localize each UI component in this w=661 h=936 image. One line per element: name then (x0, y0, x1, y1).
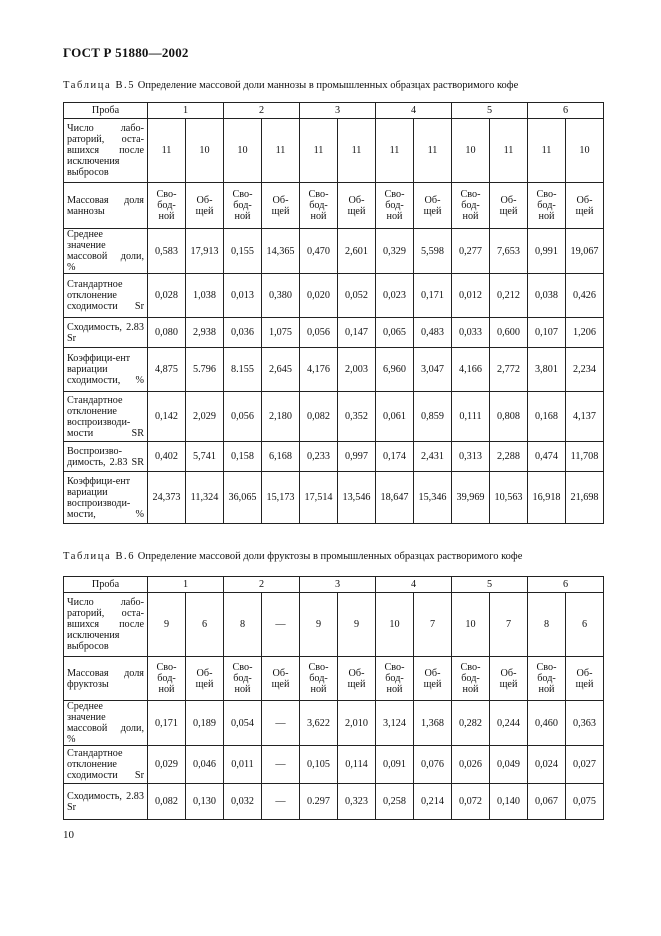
value-cell: 0,140 (490, 784, 528, 820)
value-cell: 0,470 (300, 229, 338, 274)
value-cell: Сво-бод-ной (376, 183, 414, 229)
probe-number-cell: 5 (452, 577, 528, 593)
table-header-row (64, 577, 604, 593)
value-cell: 0,067 (528, 784, 566, 820)
table-row (64, 183, 604, 229)
value-cell: Об-щей (338, 183, 376, 229)
table-row (64, 472, 604, 524)
value-cell: 8.155 (224, 348, 262, 392)
value-cell: 10 (452, 593, 490, 657)
value-cell: 1,075 (262, 318, 300, 348)
value-cell: 0,997 (338, 442, 376, 472)
value-cell: 0,991 (528, 229, 566, 274)
probe-header-cell: Проба (64, 103, 148, 119)
value-cell: 2,431 (414, 442, 452, 472)
value-cell: 0,052 (338, 274, 376, 318)
table5-title: Определение массовой доли маннозы в промышленных образцах растворимого кофе (137, 80, 519, 91)
value-cell: 18,647 (376, 472, 414, 524)
value-cell: 5,598 (414, 229, 452, 274)
value-cell: 15,173 (262, 472, 300, 524)
value-cell: 0,142 (148, 392, 186, 442)
table-header-row (64, 103, 604, 119)
value-cell: Об-щей (338, 657, 376, 701)
value-cell: 0,474 (528, 442, 566, 472)
value-cell: 0,027 (566, 746, 604, 784)
value-cell: 3,622 (300, 701, 338, 746)
value-cell: 0,808 (490, 392, 528, 442)
value-cell: 7,653 (490, 229, 528, 274)
value-cell: 11 (148, 119, 186, 183)
value-cell: 0,313 (452, 442, 490, 472)
value-cell: 2,288 (490, 442, 528, 472)
value-cell: Сво-бод-ной (148, 183, 186, 229)
value-cell: 6,168 (262, 442, 300, 472)
value-cell: 0,026 (452, 746, 490, 784)
value-cell: 2,601 (338, 229, 376, 274)
value-cell: 3,801 (528, 348, 566, 392)
page-number: 10 (63, 829, 74, 841)
value-cell: 17,913 (186, 229, 224, 274)
probe-number-cell: 6 (528, 103, 604, 119)
value-cell: 0,583 (148, 229, 186, 274)
value-cell: 0,282 (452, 701, 490, 746)
value-cell: 0,076 (414, 746, 452, 784)
table-row (64, 348, 604, 392)
value-cell: Сво-бод-ной (224, 657, 262, 701)
table-row (64, 318, 604, 348)
value-cell: 2,938 (186, 318, 224, 348)
standard-header: ГОСТ Р 51880—2002 (63, 45, 189, 60)
value-cell: Об-щей (490, 183, 528, 229)
value-cell: Сво-бод-ной (148, 657, 186, 701)
value-cell: — (262, 784, 300, 820)
value-cell: 0,363 (566, 701, 604, 746)
value-cell: 0,011 (224, 746, 262, 784)
table-row (64, 593, 604, 657)
value-cell: 1,206 (566, 318, 604, 348)
value-cell: 11 (376, 119, 414, 183)
value-cell: 39,969 (452, 472, 490, 524)
value-cell: 0,107 (528, 318, 566, 348)
value-cell: 11 (490, 119, 528, 183)
value-cell: 0,024 (528, 746, 566, 784)
value-cell: 19,067 (566, 229, 604, 274)
table6-title: Определение массовой доли фруктозы в промышленных образцах растворимого кофе (137, 551, 523, 562)
value-cell: 0,402 (148, 442, 186, 472)
value-cell: 8 (224, 593, 262, 657)
value-cell: 0,214 (414, 784, 452, 820)
value-cell: Сво-бод-ной (300, 657, 338, 701)
value-cell: 0,233 (300, 442, 338, 472)
value-cell: — (262, 593, 300, 657)
table-row (64, 442, 604, 472)
probe-number-cell: 3 (300, 577, 376, 593)
probe-number-cell: 4 (376, 103, 452, 119)
row-label-cell: Среднее значение массовой доли, % (64, 229, 148, 274)
value-cell: 5,741 (186, 442, 224, 472)
value-cell: 0,174 (376, 442, 414, 472)
value-cell: 5.796 (186, 348, 224, 392)
value-cell: Сво-бод-ной (452, 657, 490, 701)
value-cell: 0,065 (376, 318, 414, 348)
value-cell: 0,036 (224, 318, 262, 348)
value-cell: 4,137 (566, 392, 604, 442)
value-cell: 0,352 (338, 392, 376, 442)
value-cell: 0,460 (528, 701, 566, 746)
value-cell: 0,258 (376, 784, 414, 820)
value-cell: 10,563 (490, 472, 528, 524)
value-cell: 8 (528, 593, 566, 657)
table6 (63, 576, 604, 820)
value-cell: 11 (338, 119, 376, 183)
value-cell: Об-щей (186, 183, 224, 229)
table5-caption (63, 80, 518, 91)
value-cell: 0,028 (148, 274, 186, 318)
probe-number-cell: 2 (224, 577, 300, 593)
value-cell: Об-щей (566, 183, 604, 229)
value-cell: 0,600 (490, 318, 528, 348)
value-cell: 0,155 (224, 229, 262, 274)
value-cell: 2,010 (338, 701, 376, 746)
row-label-cell: Число лабо-раторий, оста-вшихся после исключения выбросов (64, 593, 148, 657)
value-cell: 0,859 (414, 392, 452, 442)
value-cell: 0,032 (224, 784, 262, 820)
value-cell: 0.297 (300, 784, 338, 820)
value-cell: 14,365 (262, 229, 300, 274)
value-cell: 2,772 (490, 348, 528, 392)
table-row (64, 119, 604, 183)
value-cell: 0,023 (376, 274, 414, 318)
value-cell: Об-щей (186, 657, 224, 701)
probe-number-cell: 2 (224, 103, 300, 119)
value-cell: 3,124 (376, 701, 414, 746)
row-label-cell: Число лабо-раторий, оста-вшихся после исключения выбросов (64, 119, 148, 183)
value-cell: 36,065 (224, 472, 262, 524)
value-cell: 0,038 (528, 274, 566, 318)
value-cell: Об-щей (490, 657, 528, 701)
value-cell: 10 (224, 119, 262, 183)
probe-number-cell: 6 (528, 577, 604, 593)
table-row (64, 784, 604, 820)
value-cell: 9 (148, 593, 186, 657)
value-cell: 11,708 (566, 442, 604, 472)
value-cell: 3,047 (414, 348, 452, 392)
probe-number-cell: 1 (148, 103, 224, 119)
value-cell: 0,147 (338, 318, 376, 348)
value-cell: — (262, 746, 300, 784)
value-cell: 0,029 (148, 746, 186, 784)
value-cell: 0,056 (224, 392, 262, 442)
value-cell: 0,483 (414, 318, 452, 348)
table-row (64, 274, 604, 318)
value-cell: 2,645 (262, 348, 300, 392)
value-cell: 11 (414, 119, 452, 183)
value-cell: 24,373 (148, 472, 186, 524)
row-label-cell: Стандартное отклонение воспроизводи-мости SR (64, 392, 148, 442)
probe-number-cell: 5 (452, 103, 528, 119)
table5 (63, 102, 604, 524)
value-cell: Сво-бод-ной (224, 183, 262, 229)
value-cell: 6 (186, 593, 224, 657)
value-cell: 0,158 (224, 442, 262, 472)
value-cell: 10 (186, 119, 224, 183)
row-label-cell: Массовая доля фруктозы (64, 657, 148, 701)
value-cell: 0,061 (376, 392, 414, 442)
value-cell: 10 (452, 119, 490, 183)
value-cell: 6,960 (376, 348, 414, 392)
table-row (64, 746, 604, 784)
value-cell: 0,323 (338, 784, 376, 820)
row-label-cell: Воспроизво-димость, 2.83 SR (64, 442, 148, 472)
probe-number-cell: 1 (148, 577, 224, 593)
value-cell: Об-щей (262, 657, 300, 701)
value-cell: 4,166 (452, 348, 490, 392)
value-cell: 10 (566, 119, 604, 183)
probe-number-cell: 4 (376, 577, 452, 593)
value-cell: 11,324 (186, 472, 224, 524)
value-cell: 0,171 (414, 274, 452, 318)
value-cell: 9 (300, 593, 338, 657)
value-cell: 0,046 (186, 746, 224, 784)
value-cell: 0,080 (148, 318, 186, 348)
value-cell: 0,013 (224, 274, 262, 318)
value-cell: 0,082 (148, 784, 186, 820)
value-cell: 2,234 (566, 348, 604, 392)
value-cell: 16,918 (528, 472, 566, 524)
value-cell: 0,277 (452, 229, 490, 274)
value-cell: 0,426 (566, 274, 604, 318)
value-cell: Сво-бод-ной (528, 183, 566, 229)
value-cell: 11 (300, 119, 338, 183)
value-cell: 0,114 (338, 746, 376, 784)
value-cell: 0,091 (376, 746, 414, 784)
table-row (64, 657, 604, 701)
row-label-cell: Среднее значение массовой доли, % (64, 701, 148, 746)
table6-label: Таблица В.6 (63, 551, 136, 562)
table-row (64, 392, 604, 442)
row-label-cell: Массовая доля маннозы (64, 183, 148, 229)
value-cell: 7 (414, 593, 452, 657)
value-cell: 9 (338, 593, 376, 657)
value-cell: 0,212 (490, 274, 528, 318)
value-cell: 0,054 (224, 701, 262, 746)
value-cell: 1,038 (186, 274, 224, 318)
row-label-cell: Коэффици-ент вариации воспроизводи-мости, % (64, 472, 148, 524)
row-label-cell: Сходимость, 2.83 Sr (64, 784, 148, 820)
value-cell: 0,049 (490, 746, 528, 784)
probe-header-cell: Проба (64, 577, 148, 593)
value-cell: 0,012 (452, 274, 490, 318)
value-cell: 0,171 (148, 701, 186, 746)
row-label-cell: Сходимость, 2.83 Sr (64, 318, 148, 348)
value-cell: 1,368 (414, 701, 452, 746)
value-cell: Сво-бод-ной (452, 183, 490, 229)
value-cell: 0,020 (300, 274, 338, 318)
value-cell: 0,329 (376, 229, 414, 274)
value-cell: 4,176 (300, 348, 338, 392)
value-cell: 2,029 (186, 392, 224, 442)
table6-caption (63, 551, 522, 562)
value-cell: 0,244 (490, 701, 528, 746)
value-cell: 0,082 (300, 392, 338, 442)
value-cell: 0,111 (452, 392, 490, 442)
probe-number-cell: 3 (300, 103, 376, 119)
value-cell: 2,003 (338, 348, 376, 392)
value-cell: 0,380 (262, 274, 300, 318)
value-cell: 0,056 (300, 318, 338, 348)
value-cell: Об-щей (414, 183, 452, 229)
value-cell: 11 (262, 119, 300, 183)
value-cell: 0,105 (300, 746, 338, 784)
value-cell: 11 (528, 119, 566, 183)
value-cell: 0,189 (186, 701, 224, 746)
value-cell: 17,514 (300, 472, 338, 524)
value-cell: 21,698 (566, 472, 604, 524)
value-cell: Об-щей (262, 183, 300, 229)
value-cell: Сво-бод-ной (376, 657, 414, 701)
value-cell: 6 (566, 593, 604, 657)
value-cell: 0,075 (566, 784, 604, 820)
value-cell: 0,168 (528, 392, 566, 442)
value-cell: 7 (490, 593, 528, 657)
value-cell: 13,546 (338, 472, 376, 524)
table-row (64, 701, 604, 746)
value-cell: 0,072 (452, 784, 490, 820)
value-cell: Об-щей (414, 657, 452, 701)
row-label-cell: Стандартное отклонение сходимости Sr (64, 746, 148, 784)
value-cell: 4,875 (148, 348, 186, 392)
value-cell: 0,033 (452, 318, 490, 348)
value-cell: 0,130 (186, 784, 224, 820)
row-label-cell: Стандартное отклонение сходимости Sr (64, 274, 148, 318)
value-cell: 15,346 (414, 472, 452, 524)
value-cell: Сво-бод-ной (528, 657, 566, 701)
table5-label: Таблица В.5 (63, 80, 136, 91)
value-cell: Об-щей (566, 657, 604, 701)
row-label-cell: Коэффици-ент вариации сходимости, % (64, 348, 148, 392)
value-cell: Сво-бод-ной (300, 183, 338, 229)
table-row (64, 229, 604, 274)
value-cell: 10 (376, 593, 414, 657)
value-cell: 2,180 (262, 392, 300, 442)
value-cell: — (262, 701, 300, 746)
